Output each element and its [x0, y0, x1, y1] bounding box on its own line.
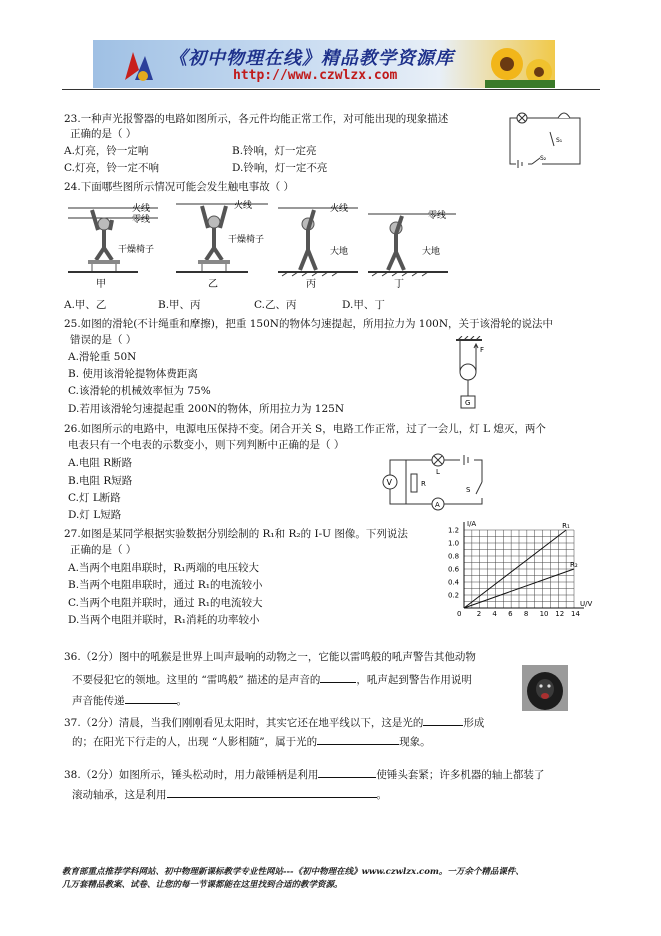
fire-wire-label: 火线 — [234, 201, 253, 211]
switch-label: S — [466, 486, 471, 494]
neutral-wire-label: 零线 — [132, 215, 151, 225]
voltmeter-label: V — [386, 478, 392, 487]
q23-option-a[interactable]: A.灯亮，铃一定响 — [64, 145, 149, 157]
q38-line1-text: 38.（2分）如图所示，锤头松动时，用力敲锤柄是利用 — [64, 769, 319, 781]
q25-stem-cont: 错误的是（ ） — [70, 334, 137, 346]
q24-figure-yi — [176, 199, 268, 290]
chart-series-label-2: R₂ — [570, 561, 578, 569]
q38-line1 — [64, 766, 544, 782]
footer-line-2: 几万套精品教案、试卷、让您的每一节课都能在这里找到合适的教学资源。 — [62, 880, 343, 890]
header-rule — [62, 89, 600, 90]
q38-line2 — [72, 786, 387, 802]
q27-option-a[interactable]: A.当两个电阻串联时，R₁两端的电压较大 — [68, 562, 260, 574]
q26-option-d[interactable]: D.灯 L短路 — [68, 509, 122, 521]
q24-figure-bing — [278, 202, 358, 290]
chart-x-tick-label: 8 — [523, 610, 529, 618]
q37-blank-2[interactable] — [317, 733, 399, 745]
chart-x-tick-label: 14 — [571, 610, 580, 618]
chart-x-ticks — [477, 610, 581, 618]
dry-chair-label: 干燥椅子 — [118, 245, 155, 255]
q37-blank-1[interactable] — [423, 714, 463, 726]
chart-x-tick-label: 4 — [492, 610, 497, 618]
q36-line1: 36.（2分）图中的吼猴是世界上叫声最响的动物之一，它能以雷鸣般的吼声警告其他动物 — [64, 651, 476, 663]
figure-label-ding: 丁 — [394, 279, 404, 290]
q37-line2-text: 的；在阳光下行走的人，出现 “人影相随”，属于光的 — [72, 736, 318, 748]
q23-option-c[interactable]: C.灯亮，铃一定不响 — [64, 162, 159, 174]
q27-option-d[interactable]: D.当两个电阻并联时，R₁消耗的功率较小 — [68, 614, 260, 626]
sunflower-icon — [485, 42, 555, 88]
q23-s2-label: S₂ — [540, 155, 547, 162]
chart-origin-label: 0 — [457, 610, 462, 618]
header-banner — [93, 40, 555, 88]
chart-y-tick-label: 1.0 — [448, 539, 460, 548]
resistor-label: R — [421, 480, 426, 488]
q37-line1-text: 37.（2分）清晨，当我们刚刚看见太阳时，其实它还在地平线以下，这是光的 — [64, 717, 424, 729]
q27-option-b[interactable]: B.当两个电阻串联时，通过 R₁的电流较小 — [68, 579, 263, 591]
q24-option-a[interactable]: A.甲、乙 — [64, 299, 107, 311]
q24-option-b[interactable]: B.甲、丙 — [158, 299, 201, 311]
q36-line2-tail: ，吼声起到警告作用说明 — [356, 674, 472, 686]
chart-y-ticks — [448, 527, 460, 600]
q26-stem: 26.如图所示的电路中，电源电压保持不变。闭合开关 S，电路工作正常，过了一会儿，灯 L 熄灭，两个 — [64, 423, 546, 435]
fire-wire-label: 火线 — [132, 204, 151, 214]
figure-label-jia: 甲 — [96, 279, 106, 290]
q24-stem: 24.下面哪些图所示情况可能会发生触电事故（ ） — [64, 181, 295, 193]
q25-pulley-diagram — [452, 336, 492, 412]
chart-x-tick-label: 10 — [539, 610, 549, 618]
q38-line1-tail: 使锤头套紧；许多机器的轴上都装了 — [376, 769, 545, 781]
q24-option-d[interactable]: D.甲、丁 — [342, 299, 385, 311]
q23-s1-label: S₁ — [556, 137, 563, 144]
q36-line3-tail: 。 — [176, 695, 187, 707]
chart-y-tick-label: 0.6 — [448, 565, 460, 574]
neutral-wire-label: 零线 — [428, 211, 447, 221]
chart-grid — [464, 530, 574, 608]
chart-x-tick-label: 6 — [508, 610, 513, 618]
banner-title: 《初中物理在线》精品教学资源库 — [169, 48, 454, 69]
chart-y-tick-label: 1.2 — [448, 526, 460, 535]
earth-label: 大地 — [422, 247, 441, 257]
q25-option-c[interactable]: C.该滑轮的机械效率恒为 75% — [68, 385, 211, 397]
fire-wire-label: 火线 — [330, 204, 349, 214]
q36-line2-text: 不要侵犯它的领地。这里的 “雷鸣般” 描述的是声音的 — [72, 674, 321, 686]
q37-line2 — [72, 733, 431, 749]
chart-x-tick-label: 12 — [555, 610, 565, 618]
q27-iu-chart — [446, 518, 596, 622]
q23-option-b[interactable]: B.铃响，灯一定亮 — [232, 145, 317, 157]
q27-option-c[interactable]: C.当两个电阻并联时，通过 R₁的电流较大 — [68, 597, 263, 609]
lamp-label: L — [436, 468, 440, 476]
q36-line2 — [72, 671, 472, 687]
chart-y-tick-label: 0.8 — [448, 552, 460, 561]
ammeter-label: A — [435, 501, 440, 509]
q37-line2-tail: 现象。 — [399, 736, 431, 748]
q26-option-c[interactable]: C.灯 L断路 — [68, 492, 121, 504]
chart-x-tick-label: 2 — [476, 610, 482, 618]
q26-stem-cont: 电表只有一个电表的示数变小，则下列判断中正确的是（ ） — [68, 439, 345, 451]
page-footer — [62, 866, 602, 892]
howler-monkey-photo — [522, 665, 568, 711]
q38-line2-text: 滚动轴承，这是利用 — [72, 789, 167, 801]
q36-line3-text: 声音能传递 — [72, 695, 125, 707]
q27-stem: 27.如图是某同学根据实验数据分别绘制的 R₁和 R₂的 I-U 图像。下列说法 — [64, 528, 408, 540]
q25-force-label: F — [480, 346, 485, 354]
q26-option-a[interactable]: A.电阻 R断路 — [68, 457, 133, 469]
earth-label: 大地 — [330, 247, 349, 257]
banner-url[interactable]: http://www.czwlzx.com — [233, 68, 398, 83]
q25-option-a[interactable]: A.滑轮重 50N — [68, 351, 137, 363]
q38-blank-2[interactable] — [167, 786, 377, 798]
q37-line1-tail: 形成 — [463, 717, 485, 729]
q37-line1 — [64, 714, 484, 730]
q24-figure-jia — [68, 202, 158, 290]
footer-line-1: 教育部重点推荐学科网站、初中物理新课标教学专业性网站---《初中物理在线》www.czwlzx.com。一万余个精品课件、 — [62, 867, 524, 877]
q24-option-c[interactable]: C.乙、丙 — [254, 299, 297, 311]
q38-blank-1[interactable] — [318, 766, 376, 778]
q23-stem-cont: 正确的是（ ） — [70, 128, 137, 140]
chart-x-axis-label: U/V — [580, 600, 593, 608]
q26-circuit-diagram — [376, 452, 496, 514]
q38-line2-tail: 。 — [376, 789, 387, 801]
q27-stem-cont: 正确的是（ ） — [70, 544, 137, 556]
q36-line3 — [72, 692, 187, 708]
q25-weight-label: G — [465, 399, 471, 407]
q23-option-d[interactable]: D.铃响，灯一定不亮 — [232, 162, 328, 174]
q25-stem: 25.如图的滑轮(不计绳重和摩擦)，把重 150N的物体匀速提起，所用拉力为 100N，关于该滑轮的说法中 — [64, 318, 554, 330]
q23-stem: 23.一种声光报警器的电路如图所示，各元件均能正常工作，对可能出现的现象描述 — [64, 113, 449, 125]
site-logo — [121, 46, 157, 84]
chart-y-axis-label: I/A — [467, 520, 477, 528]
chart-y-tick-label: 0.4 — [448, 578, 460, 587]
figure-label-yi: 乙 — [208, 279, 218, 290]
chart-y-tick-label: 0.2 — [448, 591, 460, 600]
q26-option-b[interactable]: B.电阻 R短路 — [68, 475, 133, 487]
q24-figure-ding — [368, 209, 456, 290]
q36-blank-2[interactable] — [125, 692, 177, 704]
chart-series-label-1: R₁ — [562, 522, 570, 530]
q25-option-d[interactable]: D.若用该滑轮匀速提起重 200N的物体，所用拉力为 125N — [68, 403, 345, 415]
dry-chair-label: 干燥椅子 — [228, 235, 265, 245]
q24-electric-shock-figures — [68, 196, 468, 290]
q23-circuit-diagram — [500, 108, 592, 170]
q25-option-b[interactable]: B. 使用该滑轮提物体费距离 — [68, 368, 198, 380]
q36-blank-1[interactable] — [320, 671, 356, 683]
figure-label-bing: 丙 — [306, 279, 316, 290]
